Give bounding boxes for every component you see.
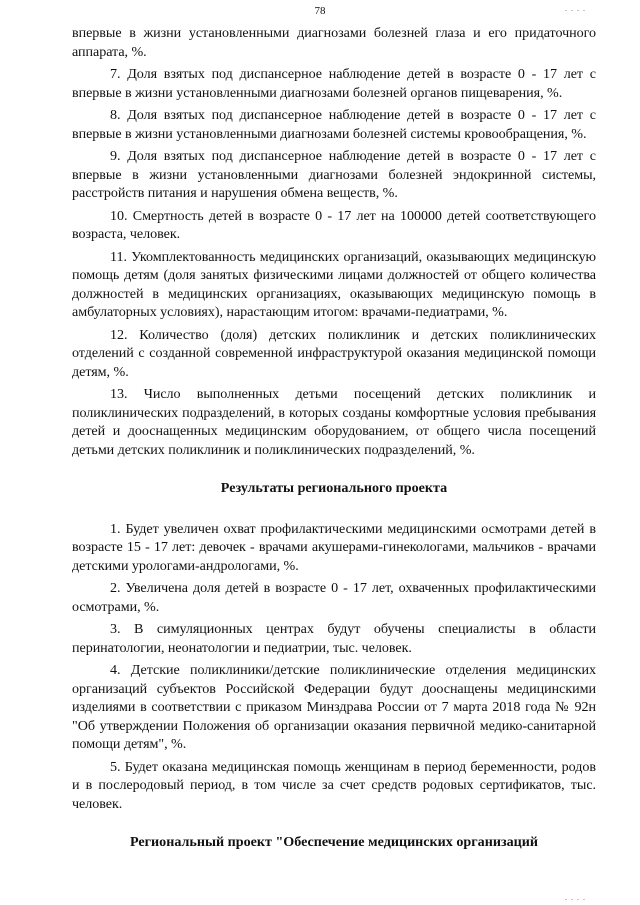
result-item: 3. В симуляционных центрах будут обучены специалисты в области перинатологии, неонатологии и педиатрии, тыс. человек. (72, 621, 596, 656)
indicator-item: 9. Доля взятых под диспансерное наблюдение детей в возрасте 0 - 17 лет с впервые в жизни установленными диагнозами болезней эндокринной системы, расстройств питания и нарушения обмена веществ, %. (72, 148, 596, 201)
result-item: 2. Увеличена доля детей в возрасте 0 - 17 лет, охваченных профилактическими осмотрами, %. (72, 580, 596, 615)
result-item: 4. Детские поликлиники/детские поликлинические отделения медицинских организаций субъектов Российской Федерации будут дооснащены медицинскими изделиями в соответствии с приказом Минздрава России от 7 марта 2018 года № 92н "Об утверждении Положения об организации оказания первичной медико-санитарной помощи детям", %. (72, 662, 596, 752)
indicator-item: 7. Доля взятых под диспансерное наблюдение детей в возрасте 0 - 17 лет с впервые в жизни установленными диагнозами болезней органов пищеварения, %. (72, 66, 596, 101)
indicator-item: 10. Смертность детей в возрасте 0 - 17 лет на 100000 детей соответствующего возраста, человек. (72, 207, 596, 242)
result-item: 5. Будет оказана медицинская помощь женщинам в период беременности, родов и в послеродовый период, в том числе за счет средств родовых сертификатов, тыс. человек. (72, 758, 596, 812)
indicator-item: 8. Доля взятых под диспансерное наблюдение детей в возрасте 0 - 17 лет с впервые в жизни установленными диагнозами болезней системы кровообращения, %. (72, 107, 596, 142)
scan-artifact-bottom: . . . . (565, 893, 586, 902)
scan-artifact-top: . . . . (565, 4, 586, 13)
section-heading-next: Региональный проект "Обеспечение медицинских организаций (129, 834, 539, 850)
page-number: 78 (314, 5, 326, 17)
result-item: 1. Будет увеличен охват профилактическими медицинскими осмотрами детей в возрасте 15 - 17 лет: девочек - врачами акушерами-гинекологами, мальчиков - врачами детскими урологами-андрологами, %. (72, 520, 596, 574)
indicator-item: 12. Количество (доля) детских поликлиник и детских поликлинических отделений с созданной современной инфраструктурой оказания медицинской помощи детям, %. (72, 326, 596, 380)
section-heading-results: Результаты регионального проекта (220, 480, 448, 496)
indicator-item: 11. Укомплектованность медицинских организаций, оказывающих медицинскую помощь детям (доля занятых физическими лицами должностей от общего количества должностей в медицинских организациях, оказывающих медицинскую помощь в амбулаторных условиях), нарастающим итогом: врачами-педиатрами, %. (72, 248, 596, 320)
document-body (72, 24, 596, 852)
indicator-item: впервые в жизни установленными диагнозами болезней глаза и его придаточного аппарата, %. (72, 25, 596, 60)
indicator-item: 13. Число выполненных детьми посещений детских поликлиник и поликлинических подразделений, в которых созданы комфортные условия пребывания детей и дооснащенных медицинским оборудованием, от общего числа посещений детьми детских поликлиник и поликлинических подразделений, %. (72, 386, 596, 458)
